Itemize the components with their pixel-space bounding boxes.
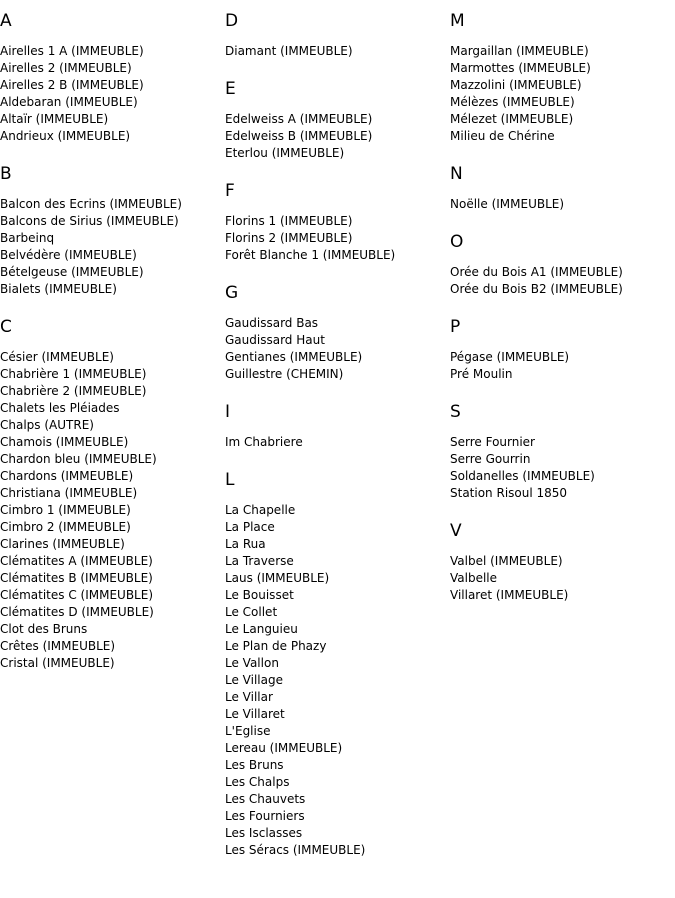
location-link[interactable]: Noëlle (IMMEUBLE): [450, 197, 565, 211]
location-link[interactable]: Cimbro 1 (IMMEUBLE): [0, 503, 131, 517]
location-link[interactable]: Marmottes (IMMEUBLE): [450, 61, 591, 75]
location-link[interactable]: Orée du Bois A1 (IMMEUBLE): [450, 265, 623, 279]
letter-heading: O: [450, 232, 464, 252]
column-2: [225, 9, 447, 876]
letter-heading: I: [225, 402, 231, 422]
location-link[interactable]: Clot des Bruns: [0, 622, 88, 636]
location-link[interactable]: Forêt Blanche 1 (IMMEUBLE): [225, 248, 396, 262]
location-link[interactable]: Chardon bleu (IMMEUBLE): [0, 452, 157, 466]
location-link[interactable]: Bialets (IMMEUBLE): [0, 282, 117, 296]
location-link[interactable]: Les Séracs (IMMEUBLE): [225, 843, 366, 857]
location-link[interactable]: Mélezet (IMMEUBLE): [450, 112, 574, 126]
location-link[interactable]: Clématites A (IMMEUBLE): [0, 554, 153, 568]
letter-heading: D: [225, 11, 239, 31]
letter-group-a: [0, 9, 222, 145]
location-link[interactable]: Station Risoul 1850: [450, 486, 568, 500]
letter-heading: L: [225, 470, 235, 490]
location-link[interactable]: La Place: [225, 520, 275, 534]
location-link[interactable]: Le Collet: [225, 605, 278, 619]
location-link[interactable]: La Traverse: [225, 554, 294, 568]
letter-heading: V: [450, 521, 462, 541]
letter-group-p: [450, 315, 672, 383]
location-link[interactable]: Cristal (IMMEUBLE): [0, 656, 115, 670]
location-link[interactable]: Orée du Bois B2 (IMMEUBLE): [450, 282, 623, 296]
location-link[interactable]: Mélèzes (IMMEUBLE): [450, 95, 575, 109]
location-link[interactable]: Gaudissard Bas: [225, 316, 319, 330]
location-link[interactable]: Airelles 2 B (IMMEUBLE): [0, 78, 144, 92]
location-link[interactable]: Soldanelles (IMMEUBLE): [450, 469, 595, 483]
location-link[interactable]: La Chapelle: [225, 503, 296, 517]
location-link[interactable]: Christiana (IMMEUBLE): [0, 486, 138, 500]
location-link[interactable]: Chabrière 2 (IMMEUBLE): [0, 384, 147, 398]
letter-group-e: [225, 77, 447, 162]
location-link[interactable]: Pégase (IMMEUBLE): [450, 350, 570, 364]
location-link[interactable]: Crêtes (IMMEUBLE): [0, 639, 116, 653]
location-link[interactable]: La Rua: [225, 537, 266, 551]
location-link[interactable]: Les Fourniers: [225, 809, 305, 823]
letter-heading: N: [450, 164, 463, 184]
letter-heading: P: [450, 317, 461, 337]
location-link[interactable]: Altaïr (IMMEUBLE): [0, 112, 109, 126]
column-3: [450, 9, 672, 621]
location-link[interactable]: Guillestre (CHEMIN): [225, 367, 344, 381]
location-link[interactable]: L'Eglise: [225, 724, 271, 738]
location-link[interactable]: Clématites D (IMMEUBLE): [0, 605, 154, 619]
location-link[interactable]: Les Chalps: [225, 775, 290, 789]
letter-heading: S: [450, 402, 461, 422]
location-link[interactable]: Florins 2 (IMMEUBLE): [225, 231, 353, 245]
location-link[interactable]: Chardons (IMMEUBLE): [0, 469, 134, 483]
location-link[interactable]: Le Bouisset: [225, 588, 294, 602]
letter-group-c: [0, 315, 222, 672]
letter-group-n: [450, 162, 672, 213]
location-link[interactable]: Belvédère (IMMEUBLE): [0, 248, 137, 262]
location-link[interactable]: Césier (IMMEUBLE): [0, 350, 114, 364]
location-link[interactable]: Serre Gourrin: [450, 452, 531, 466]
letter-group-l: [225, 468, 447, 859]
letter-group-d: [225, 9, 447, 60]
location-link[interactable]: Im Chabriere: [225, 435, 303, 449]
location-link[interactable]: Edelweiss B (IMMEUBLE): [225, 129, 373, 143]
location-link[interactable]: Villaret (IMMEUBLE): [450, 588, 569, 602]
letter-group-g: [225, 281, 447, 383]
location-link[interactable]: Le Villar: [225, 690, 273, 704]
location-link[interactable]: Mazzolini (IMMEUBLE): [450, 78, 582, 92]
letter-heading: B: [0, 164, 12, 184]
letter-heading: E: [225, 79, 236, 99]
location-link[interactable]: Gentianes (IMMEUBLE): [225, 350, 363, 364]
letter-group-i: [225, 400, 447, 451]
location-link[interactable]: Le Languieu: [225, 622, 298, 636]
location-link[interactable]: Lereau (IMMEUBLE): [225, 741, 343, 755]
letter-group-f: [225, 179, 447, 264]
letter-heading: M: [450, 11, 465, 31]
location-link[interactable]: Chamois (IMMEUBLE): [0, 435, 129, 449]
letter-heading: G: [225, 283, 239, 303]
location-link[interactable]: Valbelle: [450, 571, 498, 585]
location-link[interactable]: Airelles 1 A (IMMEUBLE): [0, 44, 144, 58]
location-link[interactable]: Le Plan de Phazy: [225, 639, 327, 653]
location-link[interactable]: Airelles 2 (IMMEUBLE): [0, 61, 132, 75]
letter-group-b: [0, 162, 222, 298]
location-link[interactable]: Valbel (IMMEUBLE): [450, 554, 563, 568]
location-link[interactable]: Les Isclasses: [225, 826, 303, 840]
location-link[interactable]: Diamant (IMMEUBLE): [225, 44, 353, 58]
letter-group-m: [450, 9, 672, 145]
letter-group-v: [450, 519, 672, 604]
location-link[interactable]: Clématites B (IMMEUBLE): [0, 571, 153, 585]
location-link[interactable]: Edelweiss A (IMMEUBLE): [225, 112, 373, 126]
location-link[interactable]: Milieu de Chérine: [450, 129, 555, 143]
location-link[interactable]: Barbeinq: [0, 231, 55, 245]
location-link[interactable]: Chalets les Pléiades: [0, 401, 120, 415]
location-link[interactable]: Le Village: [225, 673, 283, 687]
location-link[interactable]: Bételgeuse (IMMEUBLE): [0, 265, 144, 279]
letter-heading: C: [0, 317, 12, 337]
location-link[interactable]: Chabrière 1 (IMMEUBLE): [0, 367, 147, 381]
location-link[interactable]: Cimbro 2 (IMMEUBLE): [0, 520, 131, 534]
location-link[interactable]: Clarines (IMMEUBLE): [0, 537, 125, 551]
location-link[interactable]: Eterlou (IMMEUBLE): [225, 146, 345, 160]
location-link[interactable]: Andrieux (IMMEUBLE): [0, 129, 131, 143]
letter-group-o: [450, 230, 672, 298]
location-link[interactable]: Le Vallon: [225, 656, 279, 670]
location-link[interactable]: Laus (IMMEUBLE): [225, 571, 330, 585]
letter-heading: F: [225, 181, 235, 201]
location-link[interactable]: Balcon des Ecrins (IMMEUBLE): [0, 197, 182, 211]
letter-group-s: [450, 400, 672, 502]
location-link[interactable]: Les Chauvets: [225, 792, 306, 806]
location-link[interactable]: Balcons de Sirius (IMMEUBLE): [0, 214, 179, 228]
column-1: [0, 9, 222, 689]
location-link[interactable]: Florins 1 (IMMEUBLE): [225, 214, 353, 228]
location-link[interactable]: Chalps (AUTRE): [0, 418, 94, 432]
location-link[interactable]: Le Villaret: [225, 707, 285, 721]
location-link[interactable]: Gaudissard Haut: [225, 333, 325, 347]
location-link[interactable]: Les Bruns: [225, 758, 284, 772]
location-link[interactable]: Margaillan (IMMEUBLE): [450, 44, 589, 58]
location-link[interactable]: Serre Fournier: [450, 435, 535, 449]
location-link[interactable]: Aldebaran (IMMEUBLE): [0, 95, 138, 109]
location-link[interactable]: Clématites C (IMMEUBLE): [0, 588, 153, 602]
location-link[interactable]: Pré Moulin: [450, 367, 513, 381]
letter-heading: A: [0, 11, 12, 31]
